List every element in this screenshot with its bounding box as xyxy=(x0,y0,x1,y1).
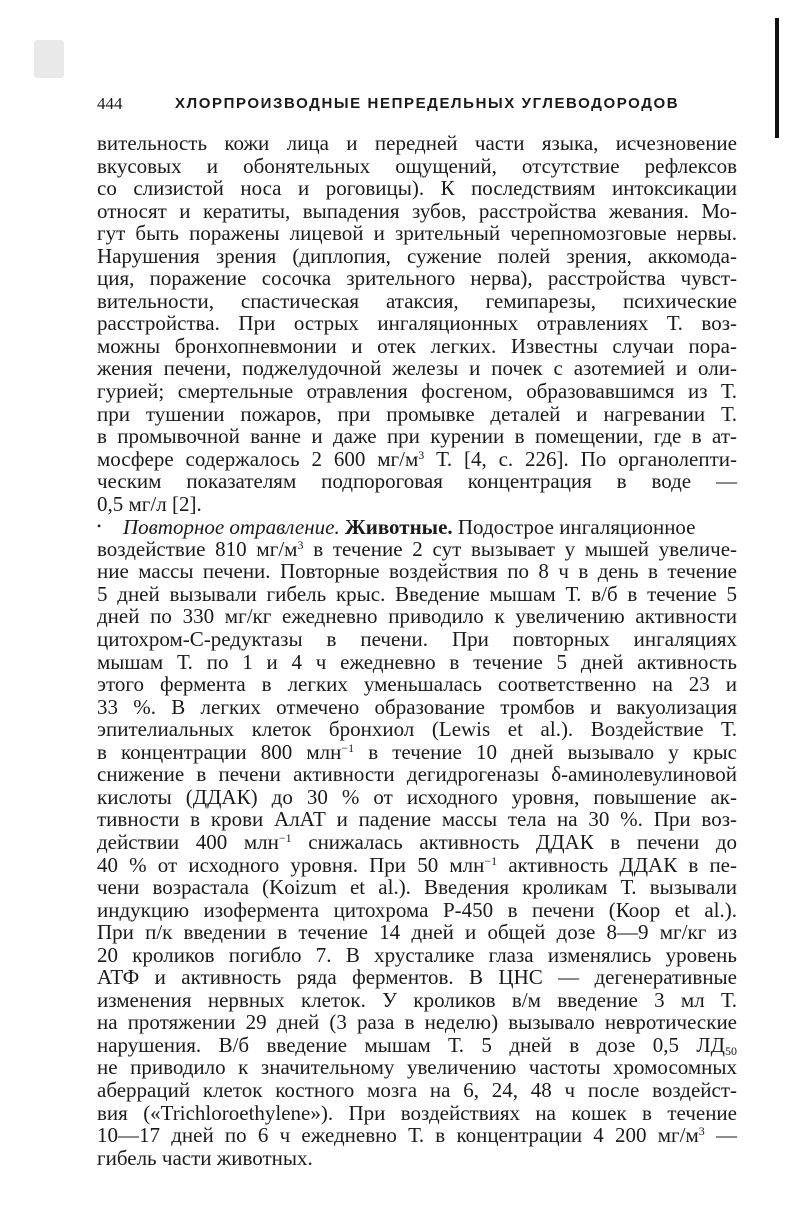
text-line: аберраций клеток костного мозга на 6, 24, 48 ч после воздейст- xyxy=(97,1077,737,1102)
text-line: при тушении пожаров, при промывке деталей и нагревании Т. xyxy=(97,401,737,426)
text-line: жения печени, поджелудочной железы и почек с азотемией и оли- xyxy=(97,356,737,381)
text-line: на протяжении 29 дней (3 раза в неделю) вызывало невротические xyxy=(97,1010,737,1035)
text-fragment: нарушения. В/б введение мышам Т. 5 дней в дозе 0,5 ЛД xyxy=(97,1032,725,1057)
text-fragment: в концентрации 800 млн xyxy=(97,739,342,764)
section-heading-italic: Повторное отравление. xyxy=(123,515,340,540)
text-line xyxy=(97,1034,737,1057)
superscript: −1 xyxy=(484,853,498,868)
subject-heading-bold: Животные. xyxy=(344,515,453,540)
superscript: −1 xyxy=(341,740,355,755)
superscript: 3 xyxy=(698,1124,705,1139)
page-header xyxy=(97,94,737,116)
text-line: вкусовых и обонятельных ощущений, отсутствие рефлексов xyxy=(97,153,737,178)
subscript: 50 xyxy=(725,1043,737,1058)
text-line: цитохром-С-редуктазы в печени. При повторных ингаляциях xyxy=(97,627,737,652)
text-line xyxy=(97,448,737,471)
text-fragment: в течение 2 сут вызывает у мышей увеличе- xyxy=(303,536,738,561)
superscript: 3 xyxy=(418,447,425,462)
text-line: в промывочной ванне и даже при курении в помещении, где в ат- xyxy=(97,424,737,449)
text-line: этого фермента в легких уменьшалась соответственно на 23 и xyxy=(97,672,737,697)
text-line: При п/к введении в течение 14 дней и общей дозе 8—9 мг/кг из xyxy=(97,920,737,945)
text-fragment: мосфере содержалось 2 600 мг/м xyxy=(97,446,419,471)
text-fragment: действии 400 млн xyxy=(97,829,279,854)
bullet-mark: • xyxy=(97,519,102,534)
text-line: снижение в печени активности дегидрогеназы δ-аминолевулиновой xyxy=(97,762,737,787)
superscript: 3 xyxy=(297,537,304,552)
text-line: 33 %. В легких отмечено образование тромбов и вакуолизация xyxy=(97,694,737,719)
page-number: 444 xyxy=(97,94,123,113)
text-fragment: воздействие 810 мг/м xyxy=(97,536,298,561)
text-line: вительности, спастическая атаксия, гемипарезы, психические xyxy=(97,288,737,313)
text-fragment: 40 % от исходного уровня. При 50 млн xyxy=(97,852,485,877)
text-line xyxy=(97,515,737,538)
running-title: ХЛОРПРОИЗВОДНЫЕ НЕПРЕДЕЛЬНЫХ УГЛЕВОДОРОДОВ xyxy=(175,95,680,112)
body-text xyxy=(97,132,737,1169)
text-line: гибель части животных. xyxy=(97,1145,313,1170)
text-fragment: 10—17 дней по 6 ч ежедневно Т. в концентрации 4 200 мг/м xyxy=(97,1123,699,1148)
text-line: кислоты (ДДАК) до 30 % от исходного уровня, повышение ак- xyxy=(97,784,737,809)
text-line: вия («Trichloroethylene»). При воздействиях на кошек в течение xyxy=(97,1100,737,1125)
text-line: вительность кожи лица и передней части языка, исчезновение xyxy=(97,131,737,155)
text-fragment: в течение 10 дней вызывало у крыс xyxy=(354,739,737,764)
text-line: изменения нервных клеток. У кроликов в/м введение 3 мл Т. xyxy=(97,987,737,1012)
text-line: ние массы печени. Повторные воздействия по 8 ч в день в течение xyxy=(97,559,737,584)
text-line: расстройства. При острых ингаляционных отравлениях Т. воз- xyxy=(97,311,737,336)
text-fragment: — xyxy=(704,1123,738,1148)
text-line: гут быть поражены лицевой и зрительный черепномозговые нервы. xyxy=(97,221,737,246)
text-line: ция, поражение сосочка зрительного нерва), расстройства чувст- xyxy=(97,266,737,291)
text-line: индукцию изофермента цитохрома Р-450 в печени (Коор et al.). xyxy=(97,897,737,922)
text-line xyxy=(97,1124,737,1147)
text-line: 20 кроликов погибло 7. В хрусталике глаза изменялись уровень xyxy=(97,942,737,967)
text-line: дней по 330 мг/кг ежедневно приводило к увеличению активности xyxy=(97,604,737,629)
text-line: чени возрастала (Koizum et al.). Введения кроликам Т. вызывали xyxy=(97,875,737,900)
scan-smudge xyxy=(34,40,64,78)
text-line: Нарушения зрения (диплопия, сужение полей зрения, аккомода- xyxy=(97,243,737,268)
text-line xyxy=(97,741,737,764)
text-line: 0,5 мг/л [2]. xyxy=(97,491,202,516)
text-fragment: активность ДДАК в пе- xyxy=(497,852,737,877)
scan-edge-bar xyxy=(775,18,779,138)
text-line: не приводило к значительному увеличению частоты хромосомных xyxy=(97,1055,737,1080)
text-line: ческим показателям подпороговая концентрация в воде — xyxy=(97,469,737,494)
text-line xyxy=(97,854,737,877)
text-line: мышам Т. по 1 и 4 ч ежедневно в течение 5 дней активность xyxy=(97,649,737,674)
text-fragment: Т. [4, с. 226]. По органолепти- xyxy=(424,446,737,471)
text-line: 5 дней вызывали гибель крыс. Введение мышам Т. в/б в течение 5 xyxy=(97,581,737,606)
text-line xyxy=(97,538,737,561)
text-fragment: снижалась активность ДДАК в печени до xyxy=(291,829,738,854)
text-line: со слизистой носа и роговицы). К последствиям интоксикации xyxy=(97,176,737,201)
text-line xyxy=(97,831,737,854)
superscript: −1 xyxy=(278,830,292,845)
text-line: АТФ и активность ряда ферментов. В ЦНС — дегенеративные xyxy=(97,965,737,990)
text-fragment: Подострое ингаляционное xyxy=(457,515,696,540)
text-line: тивности в крови АлАТ и падение массы тела на 30 %. При воз- xyxy=(97,807,737,832)
text-line: относят и кератиты, выпадения зубов, расстройства жевания. Мо- xyxy=(97,198,737,223)
text-line: гурией; смертельные отравления фосгеном, образовавшимся из Т. xyxy=(97,379,737,404)
text-line: эпителиальных клеток бронхиол (Lewis et al.). Воздействие Т. xyxy=(97,717,737,742)
text-line: можны бронхопневмонии и отек легких. Известны случаи пора- xyxy=(97,333,737,358)
